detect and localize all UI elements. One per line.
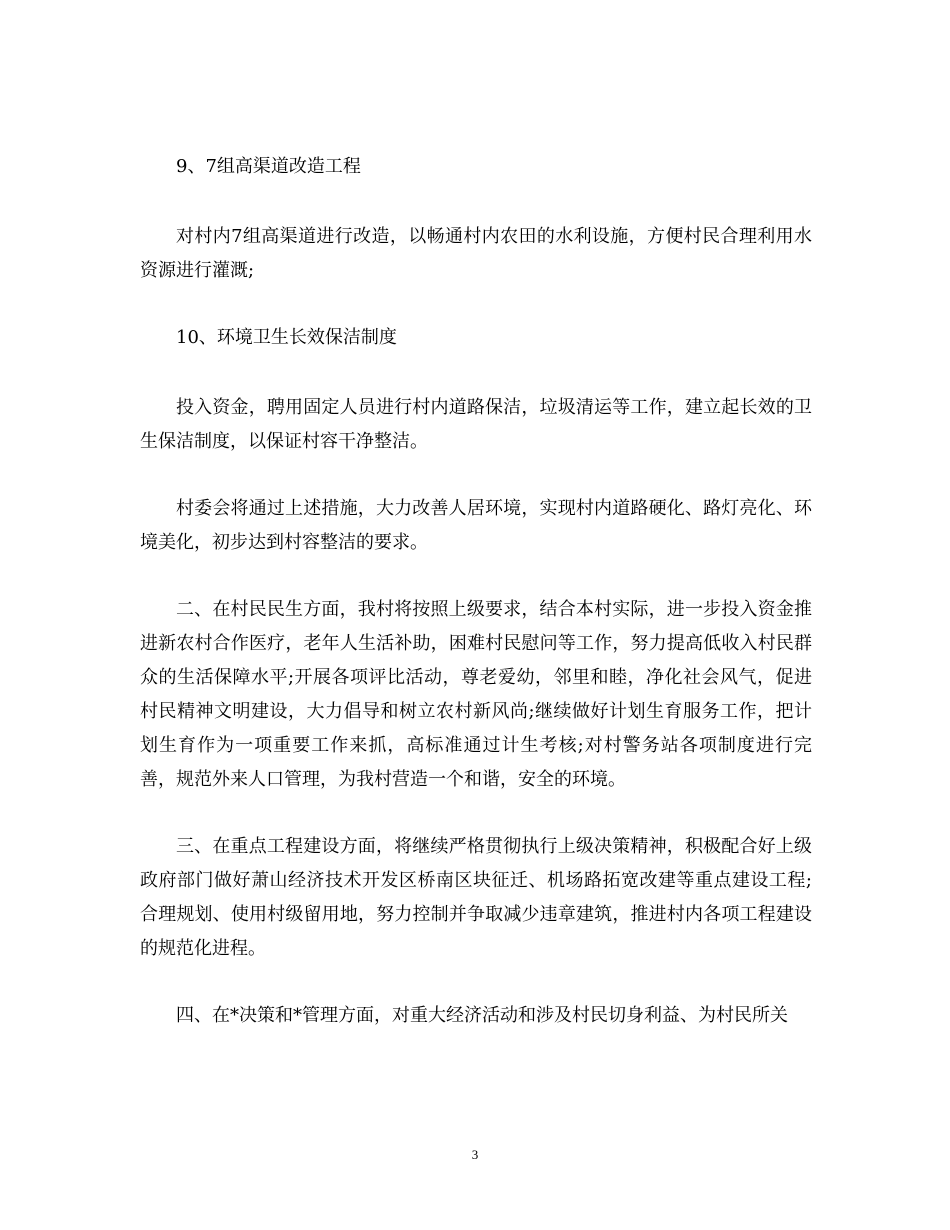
paragraph-livelihood: 二、在村民民生方面，我村将按照上级要求，结合本村实际，进一步投入资金推进新农村合作医疗，老年人生活补助，困难村民慰问等工作，努力提高低收入村民群众的生活保障水平;开展各项评比活动，尊老爱幼，邻里和睦，净化社会风气，促进村民精神文明建设，大力倡导和树立农村新风尚;继续做好计划生育服务工作，把计划生育作为一项重要工作来抓，高标准通过计生考核;对村警务站各项制度进行完善，规范外来人口管理，为我村营造一个和谐，安全的环境。	[140, 599, 812, 790]
section-heading-9: 9、7组高渠道改造工程	[176, 156, 361, 177]
paragraph-key-projects: 三、在重点工程建设方面，将继续严格贯彻执行上级决策精神，积极配合好上级政府部门做好萧山经济技术开发区桥南区块征迁、机场路拓宽改建等重点建设工程;合理规划、使用村级留用地，努力控制并争取减少违章建筑，推进村内各项工程建设的规范化进程。	[140, 836, 812, 959]
paragraph-village-committee: 村委会将通过上述措施，大力改善人居环境，实现村内道路硬化、路灯亮化、环境美化，初步达到村容整洁的要求。	[140, 498, 812, 553]
page-number: 3	[471, 1147, 479, 1162]
paragraph-decision-management: 四、在*决策和*管理方面，对重大经济活动和涉及村民切身利益、为村民所关	[176, 1005, 788, 1026]
section-heading-10: 10、环境卫生长效保洁制度	[176, 327, 397, 348]
paragraph-canal-renovation: 对村内7组高渠道进行改造，以畅通村内农田的水利设施，方便村民合理利用水资源进行灌溉;	[140, 226, 812, 281]
document-body	[140, 150, 812, 1066]
paragraph-sanitation: 投入资金，聘用固定人员进行村内道路保洁，垃圾清运等工作，建立起长效的卫生保洁制度，以保证村容干净整洁。	[140, 397, 812, 452]
